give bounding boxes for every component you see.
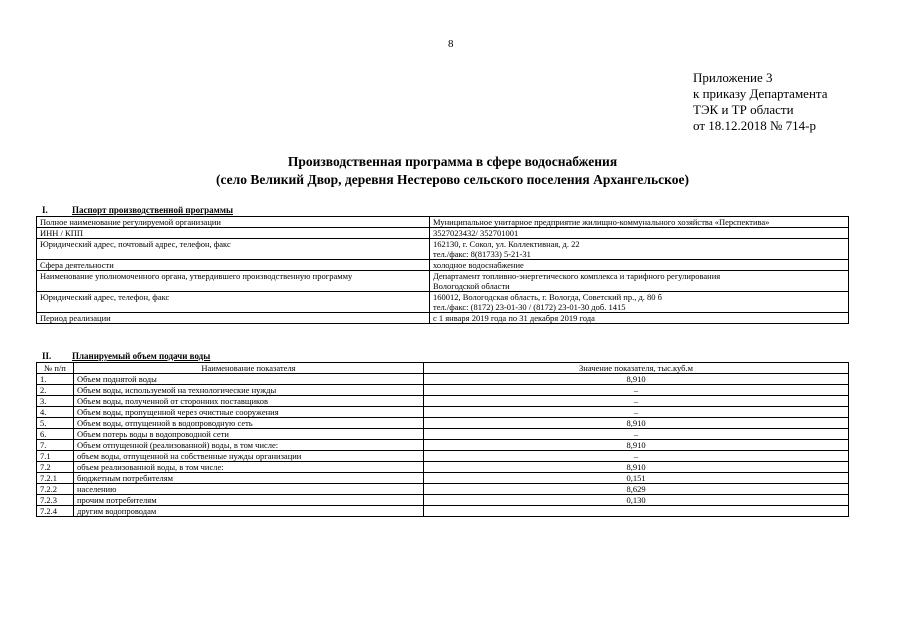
- row-value: 0,151: [424, 473, 849, 484]
- table-row: [37, 451, 849, 462]
- passport-row: [37, 313, 849, 324]
- passport-value-line: Департамент топливно-энергетического комплекса и тарифного регулирования: [433, 271, 721, 281]
- row-value: 8,910: [424, 374, 849, 385]
- row-number: 3.: [37, 396, 74, 407]
- row-value: 8,910: [424, 418, 849, 429]
- page-number: 8: [448, 38, 454, 50]
- table-row: [37, 407, 849, 418]
- row-value: [424, 506, 849, 517]
- row-value: –: [424, 451, 849, 462]
- passport-value: [430, 228, 849, 239]
- passport-value-line: тел./факс: (8172) 23-01-30 / (8172) 23-01-30 доб. 1415: [433, 302, 626, 312]
- section-1-heading: [42, 205, 233, 215]
- column-header-name: Наименование показателя: [74, 363, 424, 374]
- section-2-number: II.: [42, 351, 52, 361]
- annex-line: от 18.12.2018 № 714-р: [693, 118, 816, 133]
- row-number: 2.: [37, 385, 74, 396]
- row-number: 7.: [37, 440, 74, 451]
- table-row: [37, 385, 849, 396]
- annex-block: [693, 70, 828, 134]
- row-number: 7.2.2: [37, 484, 74, 495]
- row-value: 0,130: [424, 495, 849, 506]
- row-value: –: [424, 396, 849, 407]
- row-value: –: [424, 407, 849, 418]
- passport-table: [36, 216, 849, 324]
- passport-value: [430, 292, 849, 313]
- row-number: 5.: [37, 418, 74, 429]
- passport-label: Сфера деятельности: [37, 260, 430, 271]
- table-row: [37, 473, 849, 484]
- passport-value-line: 160012, Вологодская область, г. Вологда, Советский пр., д. 80 б: [433, 292, 663, 302]
- passport-value: [430, 239, 849, 260]
- row-number: 6.: [37, 429, 74, 440]
- row-value: –: [424, 385, 849, 396]
- row-name: Объем потерь воды в водопроводной сети: [74, 429, 424, 440]
- passport-label: Период реализации: [37, 313, 430, 324]
- passport-row: [37, 239, 849, 260]
- passport-value: [430, 217, 849, 228]
- annex-line: ТЭК и ТР области: [693, 102, 794, 117]
- row-value: –: [424, 429, 849, 440]
- column-header-number: № п/п: [37, 363, 74, 374]
- table-row: [37, 418, 849, 429]
- row-value: 8,629: [424, 484, 849, 495]
- passport-value: [430, 271, 849, 292]
- table-row: [37, 440, 849, 451]
- section-2-title: Планируемый объем подачи воды: [72, 351, 211, 361]
- table-row: [37, 495, 849, 506]
- row-name: Объем воды, используемой на технологические нужды: [74, 385, 424, 396]
- passport-row: [37, 292, 849, 313]
- title-line-2: (село Великий Двор, деревня Нестерово сельского поселения Архангельское): [216, 172, 689, 187]
- passport-value-line: Вологодской области: [433, 281, 510, 291]
- annex-line: Приложение 3: [693, 70, 773, 85]
- row-number: 7.2: [37, 462, 74, 473]
- passport-label: Полное наименование регулируемой организации: [37, 217, 430, 228]
- passport-value-line: 3527023432/ 352701001: [433, 228, 519, 238]
- column-header-value: Значение показателя, тыс.куб.м: [424, 363, 849, 374]
- passport-value-line: Муниципальное унитарное предприятие жилищно-коммунального хозяйства «Перспектива»: [433, 217, 770, 227]
- title-line-1: Производственная программа в сфере водоснабжения: [287, 154, 618, 169]
- row-name: объем воды, отпущенной на собственные нужды организации: [74, 451, 424, 462]
- table-row: [37, 462, 849, 473]
- table-row: [37, 506, 849, 517]
- document-title: [0, 153, 905, 189]
- row-name: Объем воды, полученной от сторонних поставщиков: [74, 396, 424, 407]
- table-row: [37, 396, 849, 407]
- table-row: [37, 374, 849, 385]
- passport-row: [37, 228, 849, 239]
- row-number: 1.: [37, 374, 74, 385]
- annex-line: к приказу Департамента: [693, 86, 828, 101]
- table-header-row: [37, 363, 849, 374]
- row-name: Объем отпущенной (реализованной) воды, в том числе:: [74, 440, 424, 451]
- row-number: 7.1: [37, 451, 74, 462]
- passport-value: [430, 313, 849, 324]
- passport-value-line: с 1 января 2019 года по 31 декабря 2019 года: [433, 313, 595, 323]
- row-name: бюджетным потребителям: [74, 473, 424, 484]
- water-volume-table: [36, 362, 849, 517]
- row-number: 4.: [37, 407, 74, 418]
- row-number: 7.2.3: [37, 495, 74, 506]
- passport-row: [37, 217, 849, 228]
- row-number: 7.2.4: [37, 506, 74, 517]
- row-number: 7.2.1: [37, 473, 74, 484]
- passport-value-line: тел./факс: 8(81733) 5-21-31: [433, 249, 531, 259]
- passport-row: [37, 260, 849, 271]
- passport-row: [37, 271, 849, 292]
- row-name: объем реализованной воды, в том числе:: [74, 462, 424, 473]
- section-2-heading: [42, 351, 210, 361]
- passport-value: [430, 260, 849, 271]
- row-name: Объем воды, пропущенной через очистные сооружения: [74, 407, 424, 418]
- row-name: населению: [74, 484, 424, 495]
- passport-label: Юридический адрес, почтовый адрес, телефон, факс: [37, 239, 430, 260]
- passport-label: ИНН / КПП: [37, 228, 430, 239]
- table-row: [37, 429, 849, 440]
- table-row: [37, 484, 849, 495]
- row-name: Объем воды, отпущенной в водопроводную сеть: [74, 418, 424, 429]
- row-name: другим водопроводам: [74, 506, 424, 517]
- row-name: Объем поднятой воды: [74, 374, 424, 385]
- passport-value-line: холодное водоснабжение: [433, 260, 524, 270]
- row-value: 8,910: [424, 440, 849, 451]
- passport-label: Юридический адрес, телефон, факс: [37, 292, 430, 313]
- section-1-number: I.: [42, 205, 48, 215]
- passport-value-line: 162130, г. Сокол, ул. Коллективная, д. 22: [433, 239, 580, 249]
- row-value: 8,910: [424, 462, 849, 473]
- passport-label: Наименование уполномоченного органа, утвердившего производственную программу: [37, 271, 430, 292]
- row-name: прочим потребителям: [74, 495, 424, 506]
- section-1-title: Паспорт производственной программы: [72, 205, 233, 215]
